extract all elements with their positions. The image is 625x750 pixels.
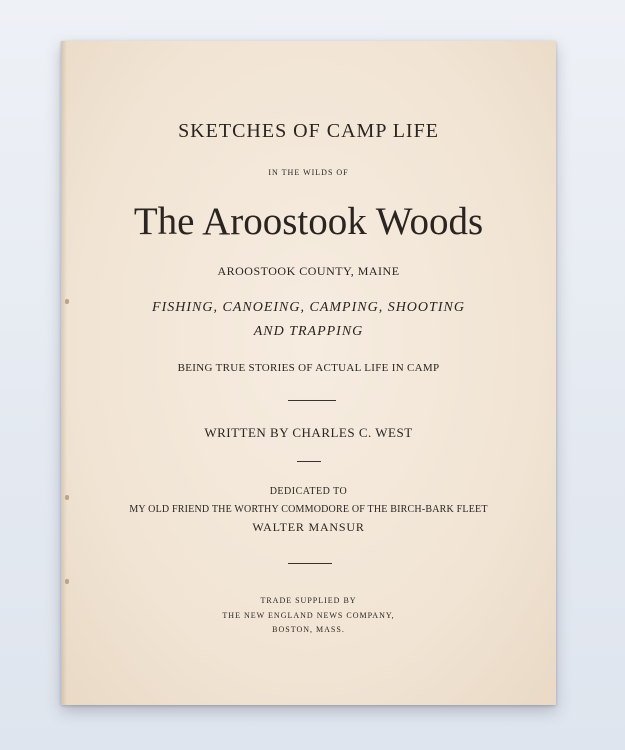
main-title: The Aroostook Woods	[133, 200, 484, 243]
publisher-city: BOSTON, MASS.	[272, 625, 345, 634]
divider-rule	[288, 563, 332, 564]
heading-in-the-wilds: IN THE WILDS OF	[268, 168, 349, 177]
county-line: AROOSTOOK COUNTY, MAINE	[217, 264, 400, 278]
publisher-company: THE NEW ENGLAND NEWS COMPANY,	[222, 611, 395, 620]
author-line: WRITTEN BY CHARLES C. WEST	[204, 425, 413, 440]
activities-line-2: AND TRAPPING	[253, 324, 364, 339]
book-title-page	[61, 41, 556, 705]
divider-rule	[288, 400, 336, 401]
heading-sketches: SKETCHES OF CAMP LIFE	[178, 120, 439, 142]
binding-hole	[65, 579, 69, 584]
dedicatee: WALTER MANSUR	[252, 520, 365, 534]
stories-line: BEING TRUE STORIES OF ACTUAL LIFE IN CAMP	[177, 362, 440, 374]
activities-line-1: FISHING, CANOEING, CAMPING, SHOOTING	[152, 300, 465, 315]
trade-supplied: TRADE SUPPLIED BY	[260, 596, 357, 605]
dedicated-to: DEDICATED TO	[269, 486, 348, 497]
dedication-line: MY OLD FRIEND THE WORTHY COMMODORE OF THE BIRCH-BARK FLEET	[129, 504, 488, 515]
divider-rule	[297, 461, 321, 462]
